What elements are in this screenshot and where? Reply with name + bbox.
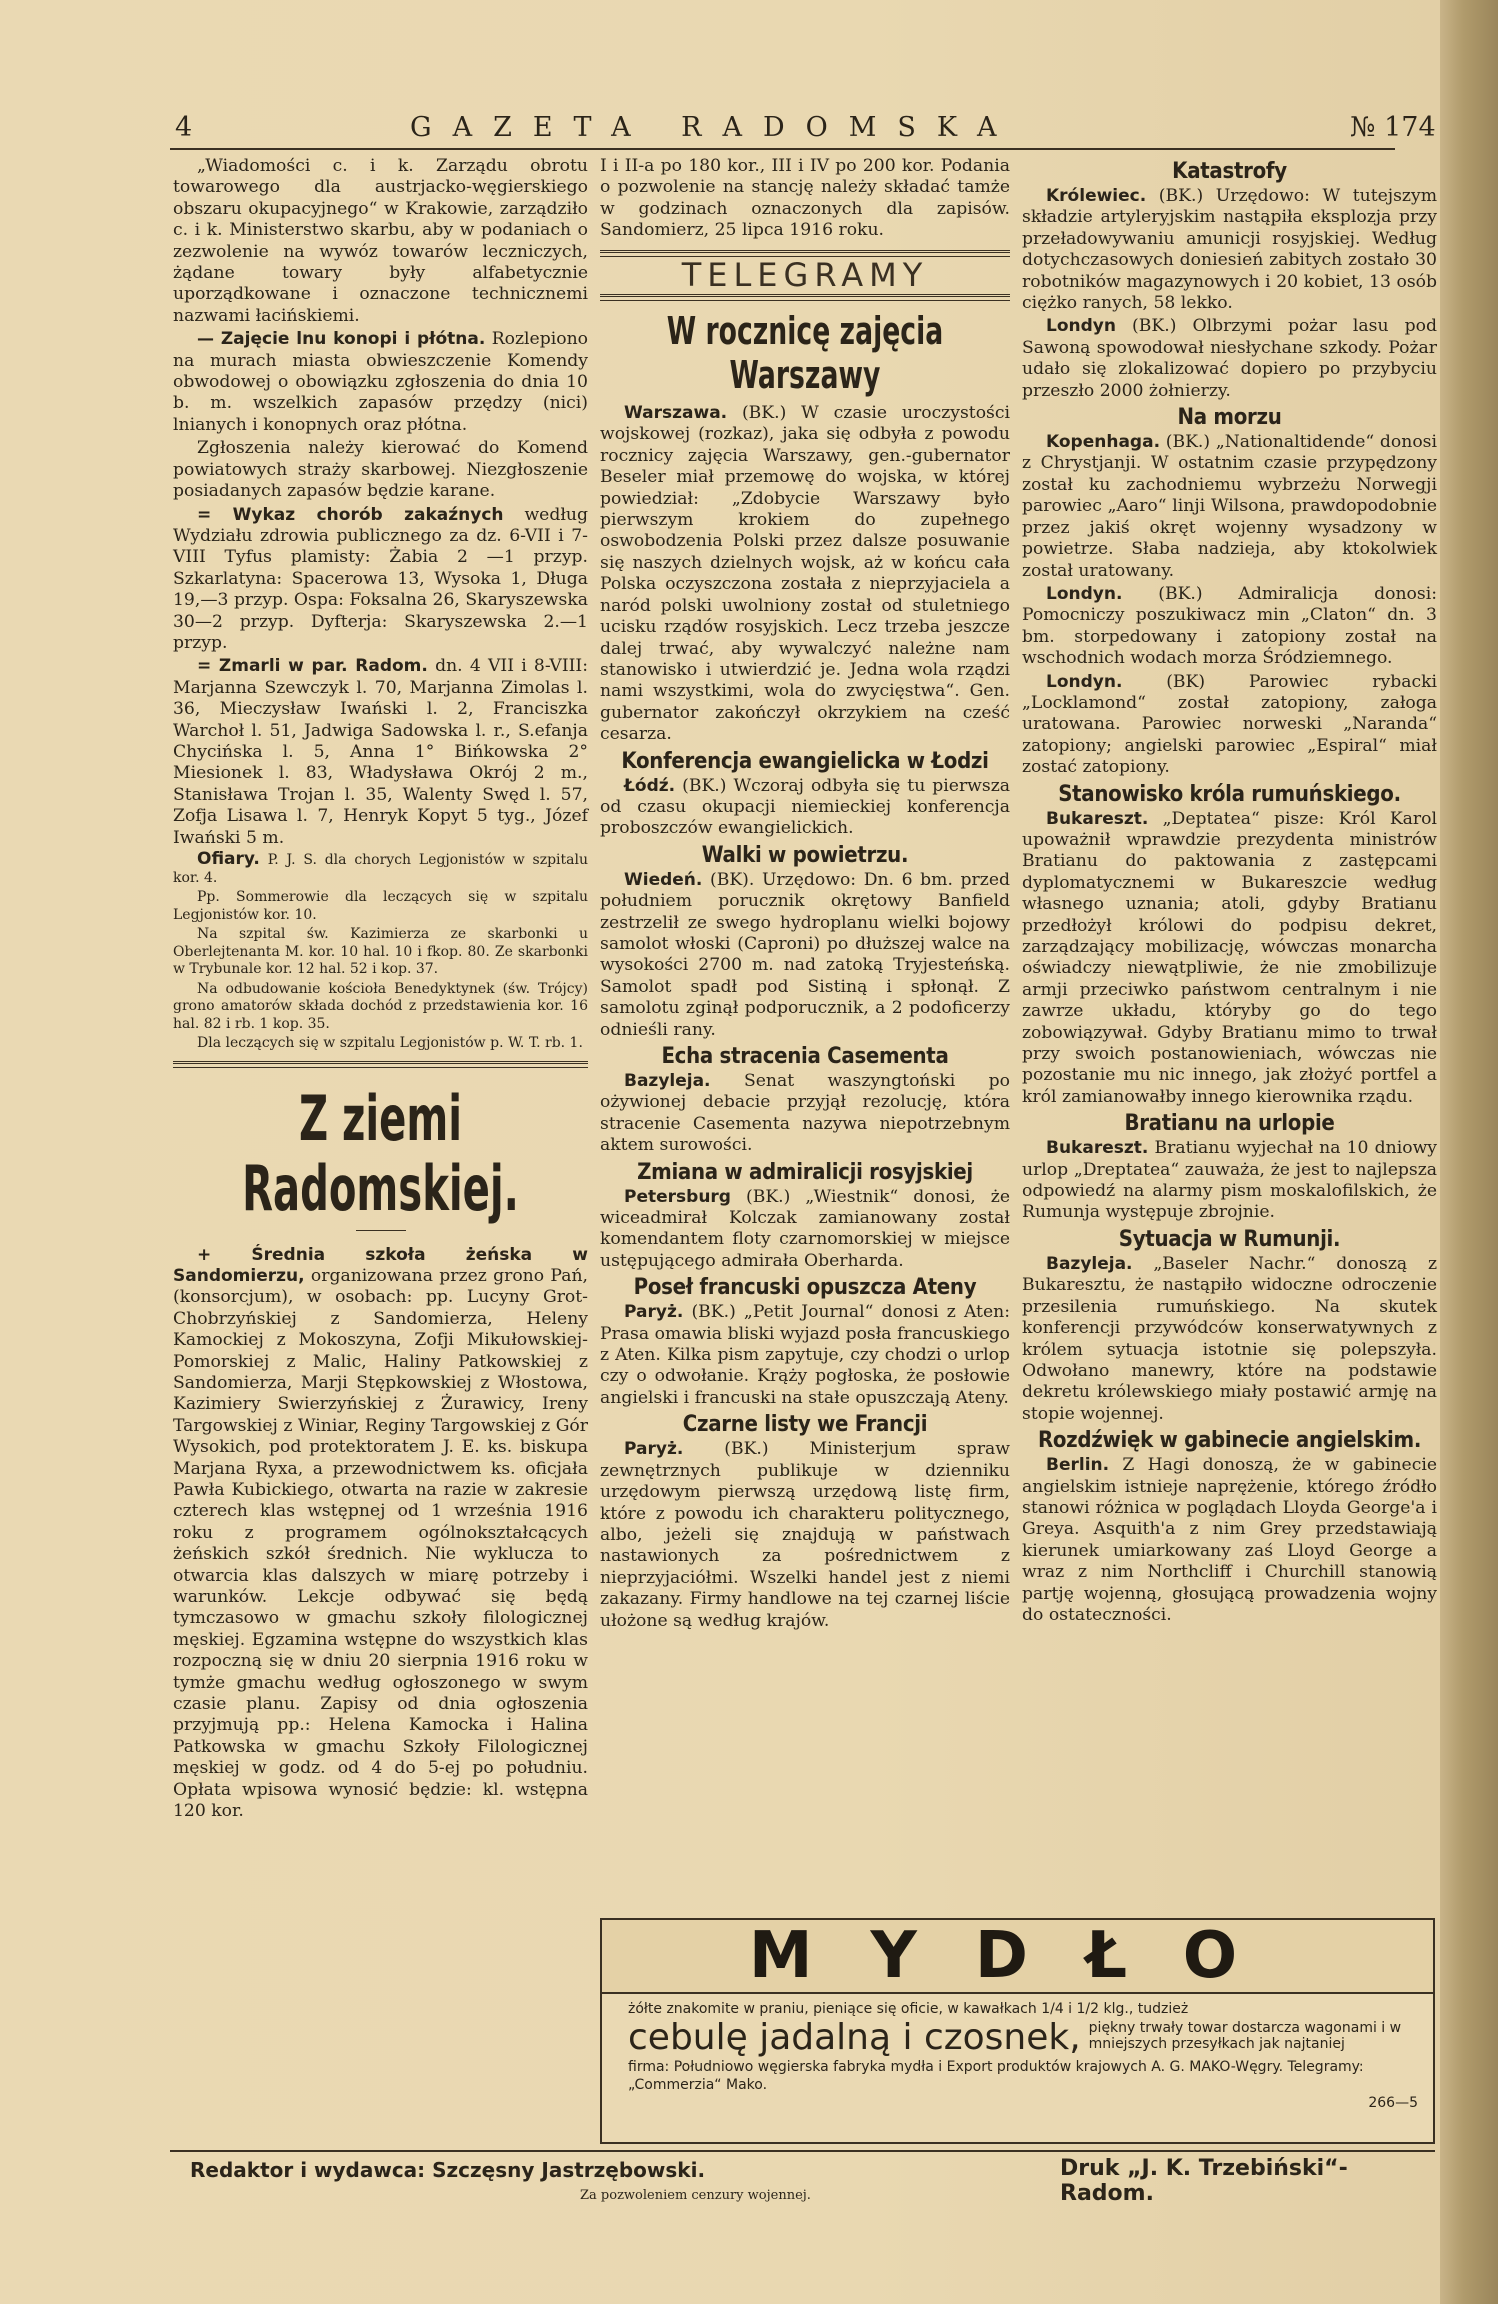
paragraph: Pp. Sommerowie dla leczących się w szpitalu Legjonistów kor. 10.: [173, 889, 588, 923]
article-headline: Poseł francuski opuszcza Ateny: [633, 1275, 977, 1301]
article-headline: Echa stracenia Casementa: [661, 1044, 949, 1069]
item-title: — Zajęcie lnu konopi i płótna.: [197, 329, 486, 350]
ad-big-text: cebulę jadalną i czosnek,: [628, 2017, 1081, 2058]
article-text: [1022, 672, 1437, 779]
article-headline: Czarne listy we Francji: [682, 1412, 928, 1438]
article-text: [1022, 1254, 1437, 1425]
dateline: Berlin.: [1046, 1455, 1110, 1476]
article-body: (BK.) „Nationaltidende“ donosi z Chrystjanji. W ostatnim czasie przypędzony został ku zachodniemu wybrzeżu Norwegji parowiec „Aaro“ linji Wilsona, prawdopodobnie przez jakiś okręt wojenny wysadzony w powietrze. Słaba nadzieja, aby ktokolwiek został uratowany.: [1022, 432, 1437, 581]
dateline: Bazyleja.: [1046, 1253, 1133, 1274]
article-text: [1022, 809, 1437, 1109]
short-rule: [356, 1230, 406, 1231]
article-headline: Konferencja ewangielicka w Łodzi: [621, 748, 989, 774]
dateline: Wiedeń.: [624, 869, 703, 890]
article-body: (BK) Parowiec rybacki „Locklamond“ został zatopiony, załoga uratowana. Parowiec norweski „Naranda“ zatopiony; angielski parowiec „Espiral“ miał zostać zatopiony.: [1022, 671, 1437, 778]
issue-number: № 174: [1350, 112, 1436, 143]
page-edge: [1440, 0, 1498, 2304]
article-text: [1022, 1138, 1437, 1224]
item-text: organizowana przez grono Pań, (konsorcjum), w osobach: pp. Lucyny Grot-Chobrzyńskiej z Sandomierza, Heleny Kamockiej z Mokoszyna, Zofji Mikułowskiej-Pomorskiej z Malic, Haliny Patkowskiej z Sandomierza, Marji Stępkowskiej z Włostowa, Kazimiery Swierzyńskiej z Żurawicy, Ireny Targowskiej z Winiar, Reginy Targowskiej z Gór Wysokich, pod protektoratem J. E. ks. biskupa Marjana Ryxa, a przewodnictwem ks. oficjała Pawła Kubickiego, otwarta na razie w zakresie czterech klas wstępnej od 1 września 1916 roku z programem ogólnokształcących żeńskich szkół średnich. Nie wyklucza to otwarcia klas dalszych w miarę potrzeby i warunków. Lekcje odbywać się będą tymczasowo w gmachu szkoły filologicznej męskiej. Egzamina wstępne do wszystkich klas rozpoczną się w dniu 20 sierpnia 1916 roku w tymże gmachu według ogłoszonego w swym czasie planu. Zapisy od dnia ogłoszenia przyjmują pp.: Helena Kamocka i Halina Patkowska w gmachu Szkoły Filologicznej męskiej w godz. od 4 do 5-ej po południu. Opłata wpisowa wynosić będzie: kl. wstępna 120 kor.: [173, 1265, 588, 1822]
article-body: (BK.) Olbrzymi pożar lasu pod Sawoną spowodował niesłychane szkody. Pożar udało się zlokalizować dopiero po przybyciu przeszło 2000 żołnierzy.: [1022, 316, 1437, 401]
item-title: + Średnia szkoła żeńska w Sandomierzu,: [173, 1244, 588, 1286]
soap-advertisement: [600, 1918, 1435, 2144]
paragraph: [173, 851, 588, 887]
article-body: „Deptatea“ pisze: Król Karol upoważnił wprawdzie prezydenta ministrów Bratianu do paktowania z zastępcami dyplomatycznemi w Bukareszcie według własnego uznania; atoli, gdyby Bratianu przedłożył królowi do podpisu dekret, zarządzający mobilizację, wówczas monarcha oświadczy niewątpliwie, że nie zmobilizuje armji przeciwko państwom centralnym i nie zawrze układu, któryby go do tego zobowiązywał. Gdyby Bratianu mimo to trwał przy swoich postanowieniach, wówczas nie pozostanie mu nic innego, jak złożyć portfel a król zamianowałby innego kierownika rządu.: [1022, 808, 1437, 1107]
paragraph: [173, 656, 588, 849]
article-text: [600, 1439, 1010, 1632]
article-headline: Katastrofy: [1172, 159, 1287, 184]
article-body: (BK.) Admiralicja donosi: Pomocniczy poszukiwacz min „Claton“ dn. 3 bm. storpedowany i zatopiony został na wschodnich wodach morza Śródziemnego.: [1022, 583, 1437, 669]
item-text: według Wydziału zdrowia publicznego za dz. 6-VII i 7-VIII Tyfus plamisty: Żabia 2 —1 przyp. Szkarlatyna: Spacerowa 13, Wysoka 1, Długa 19,—3 przyp. Ospa: Foksalna 26, Skaryszewska 30—2 przyp. Dyfterja: Skaryszewska 2.—1 przyp.: [173, 504, 588, 653]
section-rule: [173, 1061, 588, 1068]
ad-code: 266—5: [1368, 2095, 1418, 2111]
paragraph: [173, 1245, 588, 1823]
paragraph: [173, 505, 588, 655]
column-3: [1022, 156, 1437, 1628]
ad-line: żółte znakomite w praniu, pieniące się oficie, w kawałkach 1/4 i 1/2 klg., tudzież: [628, 2001, 1189, 2017]
article-headline: Na morzu: [1177, 405, 1282, 431]
dateline: Królewiec.: [1046, 186, 1147, 206]
article-text: [600, 870, 1010, 1041]
dateline: Bazyleja.: [624, 1071, 711, 1091]
article-headline: W rocznicę zajęcia Warszawy: [666, 309, 944, 398]
section-heading: Z ziemi Radomskiej.: [242, 1081, 519, 1225]
paragraph: I i II-a po 180 kor., III i IV po 200 kor. Podania o pozwolenie na stancję należy składać tamże w godzinach oznaczonych dla zapisów. Sandomierz, 25 lipca 1916 roku.: [600, 156, 1010, 241]
article-body: Bratianu wyjechał na 10 dniowy urlop „Dreptatea“ zauważa, że jest to najlepsza odpowiedź na alarmy pism moskalofilskich, że Rumunja występuje zbrojnie.: [1022, 1138, 1437, 1223]
dateline: Paryż.: [624, 1302, 684, 1323]
article-body: (BK.) „Petit Journal“ donosi z Aten: Prasa omawia bliski wyjazd posła francuskiego z Aten. Kilka pism zapytuje, czy chodzi o urlop czy o odwołanie. Krąży pogłoska, że posłowie angielski i francuski na stałe opuszczają Ateny.: [600, 1302, 1010, 1408]
ad-word: MYDŁO: [748, 1919, 1296, 1993]
article-headline: Zmiana w admiralicji rosyjskiej: [637, 1159, 973, 1185]
printer-line: Druk „J. K. Trzebiński“-Radom.: [1060, 2156, 1348, 2206]
article-text: [1022, 316, 1437, 402]
dateline: Bukareszt.: [1046, 1138, 1149, 1159]
dateline: Łódź.: [624, 775, 676, 796]
article-text: [600, 1187, 1010, 1273]
column-2: [600, 156, 1010, 1634]
article-headline: Rozdźwięk w gabinecie angielskim.: [1037, 1428, 1422, 1454]
paragraph: Na odbudowanie kościoła Benedyktynek (św. Trójcy) grono amatorów składa dochód z przedstawienia kor. 16 hal. 82 i rb. 1 kop. 35.: [173, 980, 588, 1032]
censorship-note: Za pozwoleniem cenzury wojennej.: [580, 2188, 811, 2203]
article-text: [1022, 584, 1437, 670]
article-text: [600, 403, 1010, 746]
article-text: [1022, 186, 1437, 314]
article-headline: Sytuacja w Rumunji.: [1118, 1226, 1341, 1252]
article-body: (BK.) Wczoraj odbyła się tu pierwsza od czasu okupacji niemieckiej konferencja proboszczów ewangielickich.: [600, 775, 1010, 839]
article-headline: Walki w powietrzu.: [701, 842, 909, 868]
article-text: [600, 776, 1010, 840]
paragraph: „Wiadomości c. i k. Zarządu obrotu towarowego dla austrjacko-węgierskiego obszaru okupacyjnego“ w Krakowie, zarządziło c. i k. Ministerstwo skarbu, aby w podaniach o zezwolenie na wywóz towarów leczniczych, żądane towary były alfabetycznie uporządkowane i oznaczone technicznemi nazwami łacińskiemi.: [173, 156, 588, 326]
column-1: [173, 156, 588, 1824]
dateline: Petersburg: [624, 1186, 731, 1207]
article-text: [600, 1071, 1010, 1157]
ad-line: firma: Południowo węgierska fabryka mydła i Export produktów krajowych A. G. MAKO-Węgry. Telegramy: „Commerzia“ Mako.: [628, 2059, 1364, 2093]
telegrams-heading: TELEGRAMY: [681, 255, 929, 294]
ad-line: [628, 2018, 1418, 2058]
article-body: (BK.) „Wiestnik“ donosi, że wiceadmirał Kolczak zamianowany został komendantem floty czarnomorskiej w miejsce ustępującego admirała Oberharda.: [600, 1186, 1010, 1271]
dateline: Londyn.: [1046, 671, 1123, 692]
article-body: (BK.) Ministerjum spraw zewnętrznych publikuje w dzienniku urzędowym pierwszą urzędową listę firm, które z powodu ich charakteru politycznego, albo, jeżeli się znajdują w państwach nastawionych za pośrednictwem z nieprzyjaciółmi. Wszelki handel jest z niemi zakazany. Firmy handlowe na tej czarnej liście ułożone są według krajów.: [600, 1439, 1010, 1631]
paragraph: Dla leczących się w szpitalu Legjonistów p. W. T. rb. 1.: [197, 1035, 583, 1051]
article-text: [1022, 432, 1437, 582]
paragraph: Na szpital św. Kazimierza ze skarbonki u Oberlejtenanta M. kor. 10 hal. 10 i fkop. 80. Ze skarbonki w Trybunale kor. 12 hal. 52 i kop. 37.: [173, 926, 588, 977]
dateline: Londyn.: [1046, 583, 1123, 604]
editor-line: Redaktor i wydawca: Szczęsny Jastrzębowski.: [190, 2158, 706, 2182]
article-body: Senat waszyngtoński po ożywionej debacie przyjął rezolucję, która stracenie Casementa nazywa niepotrzebnym aktem surowości.: [600, 1071, 1010, 1156]
page-number: 4: [175, 112, 193, 143]
paragraph: Zgłoszenia należy kierować do Komend powiatowych straży skarbowej. Niezgłoszenie posiadanych zapasów będzie karane.: [173, 438, 588, 502]
dateline: Bukareszt.: [1046, 808, 1149, 829]
article-text: [600, 1302, 1010, 1409]
article-text: [1022, 1455, 1437, 1626]
paragraph: [173, 329, 588, 436]
article-headline: Bratianu na urlopie: [1124, 1111, 1335, 1137]
item-title: Ofiary.: [197, 849, 260, 869]
dateline: Londyn: [1046, 316, 1116, 337]
dateline: Paryż.: [624, 1439, 684, 1460]
article-body: (BK.) W czasie uroczystości wojskowej (rozkaz), jaka się odbyła z powodu rocznicy zajęcia Warszawy, gen.-gubernator Beseler miał przemowę do wojska, w której powiedział: „Zdobycie Warszawy było pierwszym krokiem do zupełnego oswobodzenia Polski przez dalsze posuwanie się naszych dzielnych wojsk, aż w końcu cała Polska oczyszczona została z nieprzyjaciela a naród polski uwolniony został od stuletniego ucisku rządów rosyjskich. Lecz trzeba jeszcze dalej trwać, aby wywalczyć należne nam stanowisko i utwierdzić je. Jedna wola rządzi nami wszystkimi, wola do zwycięstwa“. Gen. gubernator zakończył okrzykiem na cześć cesarza.: [600, 403, 1010, 745]
dateline: Kopenhaga.: [1046, 432, 1161, 453]
article-headline: Stanowisko króla rumuńskiego.: [1058, 781, 1401, 807]
ad-body: [628, 2000, 1418, 2112]
header-rule: [170, 148, 1395, 150]
article-body: (BK.) Urzędowo: W tutejszym składzie artyleryjskim nastąpiła eksplozja przy przeładowywaniu amunicji rosyjskiej. Według dotychczasowych doniesień zabitych zostało 30 robotników magazynowych i 20 kobiet, 13 osób ciężko ranych, 58 lekko.: [1022, 186, 1437, 314]
item-text: Rozlepiono na murach miasta obwieszczenie Komendy obwodowej o obowiązku zgłoszenia do dnia 10 b. m. wszelkich zapasów przędzy (nici) lnianych i konopnych oraz płótna.: [173, 329, 588, 435]
ad-banner: [602, 1920, 1433, 1994]
item-text: dn. 4 VII i 8-VIII: Marjanna Szewczyk l. 70, Marjanna Zimolas l. 36, Mieczysław Iwański l. 2, Franciszka Warchoł l. 51, Jadwiga Sadowska l. r., S.efanja Chycińska l. 5, Anna 1° Bińkowska 2° Miesionek l. 83, Władysława Okrój 2 m., Stanisława Trojan l. 35, Walenty Swęd l. 57, Zofja Lisawa l. 7, Henryk Kopyt 5 tyg., Józef Iwański 5 m.: [173, 656, 588, 848]
dateline: Warszawa.: [624, 403, 728, 424]
item-title: = Zmarli w par. Radom.: [197, 656, 428, 677]
article-body: (BK). Urzędowo: Dn. 6 bm. przed południem porucznik okrętowy Banfield zestrzelił ze swego hydroplanu wielki bojowy samolot włoski (Caproni) po dłuższej walce na wysokości 2700 m. nad zatoką Tryjesteńską. Samolot spadł pod Sistiną i spłonął. Z samolotu zginął podporucznik, a 2 podoficerzy odnieśli rany.: [600, 869, 1010, 1040]
item-title: = Wykaz chorób zakaźnych: [197, 504, 504, 525]
article-body: Z Hagi donoszą, że w gabinecie angielskim istnieje naprężenie, którego źródło stanowi różnica w poglądach Lloyda George'a i Greya. Asquith'a z nim Grey przedstawiają kierunek umiarkowany zaś Lloyd George a wraz z nim Northcliff i Churchill stanowią partję wojenną, głosującą prowadzenia wojny do ostateczności.: [1022, 1455, 1437, 1625]
ad-side-text: piękny trwały towar dostarcza wagonami i w mniejszych przesyłkach jak najtaniej: [1088, 2020, 1402, 2052]
footer-rule: [170, 2150, 1435, 2152]
section-rule: [600, 294, 1010, 301]
item-text: P. J. S. dla chorych Legjonistów w szpitalu kor. 4.: [173, 852, 588, 886]
masthead-title: GAZETA RADOMSKA: [410, 112, 1018, 143]
article-body: „Baseler Nachr.“ donoszą z Bukaresztu, że nastąpiło widoczne odroczenie przesilenia rumuńskiego. Na skutek konferencji przywódców konserwatywnych z królem sytuacja istotnie się polepszyła. Odwołano manewry, które na podstawie dekretu królewskiego miały postawić armję na stopie wojennej.: [1022, 1253, 1437, 1424]
